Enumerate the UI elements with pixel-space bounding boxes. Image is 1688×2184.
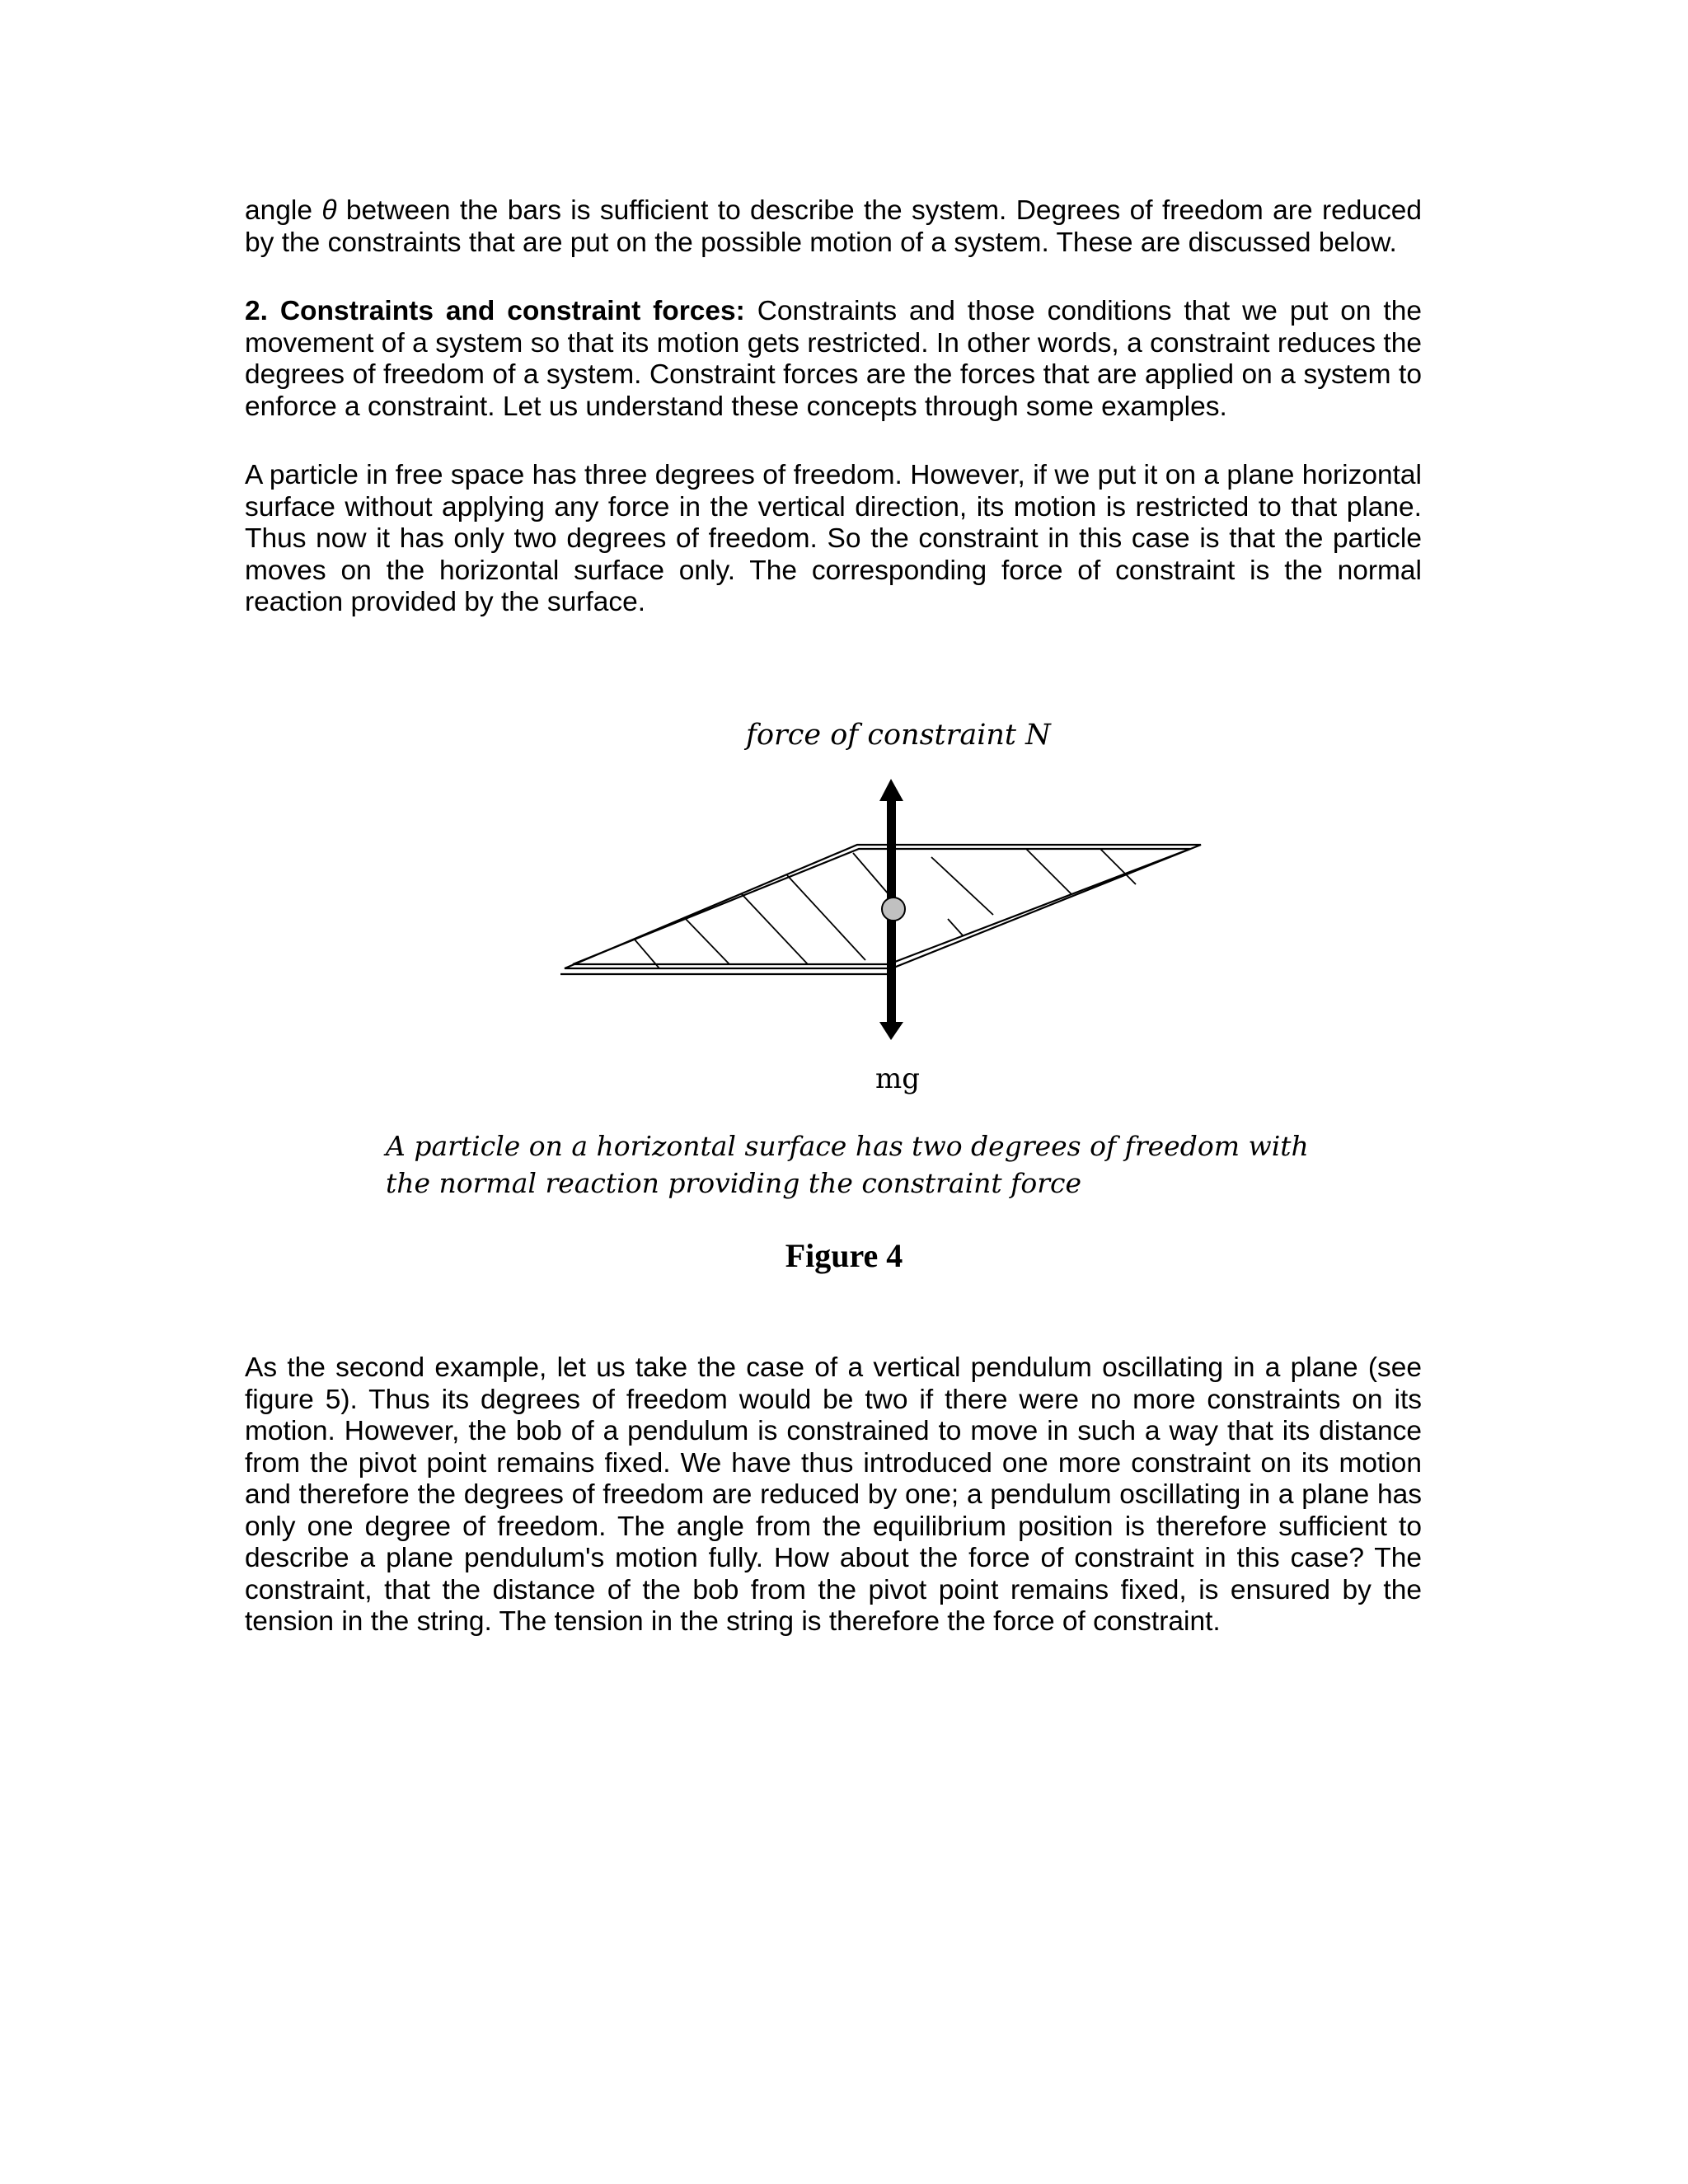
arrow-up-icon [879, 779, 903, 801]
section-heading: 2. Constraints and constraint forces: [245, 296, 745, 326]
paragraph-particle-text: A particle in free space has three degrees of freedom. However, if we put it on a plane horizontal surface without applying any force in the vertical direction, its motion is restricted to that plane. Thus now it has only two degrees of freedom. So the constraint in this case is that the particle moves on the horizontal surface only. The corresponding force of constraint is the normal reaction provided by the surface. [245, 460, 1422, 617]
theta-symbol: θ [321, 195, 337, 226]
paragraph-intro-text-b: between the bars is sufficient to describe the system. Degrees of freedom are reduced by the constraints that are put on the possible motion of a system. These are discussed below. [245, 195, 1423, 258]
paragraph-pendulum-example [245, 1352, 1422, 1638]
paragraph-intro-text-a: angle [245, 195, 322, 226]
figure-caption-line-1: A particle on a horizontal surface has two degrees of freedom with [386, 1130, 1309, 1162]
force-of-constraint-label: force of constraint N [746, 719, 1051, 752]
arrow-down-icon [879, 1022, 903, 1040]
paragraph-pendulum-text: As the second example, let us take the case of a vertical pendulum oscillating in a plane (see figure 5). Thus its degrees of freedom would be two if there were no more constraints on its motion. However, the bob of a pendulum is constrained to move in such a way that its distance from the pivot point remains fixed. We have thus introduced one more constraint on its motion and therefore the degrees of freedom are reduced by one; a pendulum oscillating in a plane has only one degree of freedom. The angle from the equilibrium position is therefore sufficient to describe a plane pendulum's motion fully. How about the force of constraint in this case? The constraint, that the distance of the bob from the pivot point remains fixed, is ensured by the tension in the string. The tension in the string is therefore the force of constraint. [245, 1352, 1422, 1637]
paragraph-constraints-text: Constraints and those conditions that we put on the movement of a system so that its motion gets restricted. In other words, a constraint reduces the degrees of freedom of a system. Constraint forces are the forces that are applied on a system to enforce a constraint. Let us understand these concepts through some examples. [245, 296, 1422, 422]
figure-number: Figure 4 [785, 1237, 903, 1274]
weight-label: mg [875, 1062, 921, 1095]
particle [882, 898, 905, 921]
figure-caption-line-2: the normal reaction providing the constraint force [386, 1167, 1082, 1199]
horizontal-surface [560, 845, 1201, 974]
